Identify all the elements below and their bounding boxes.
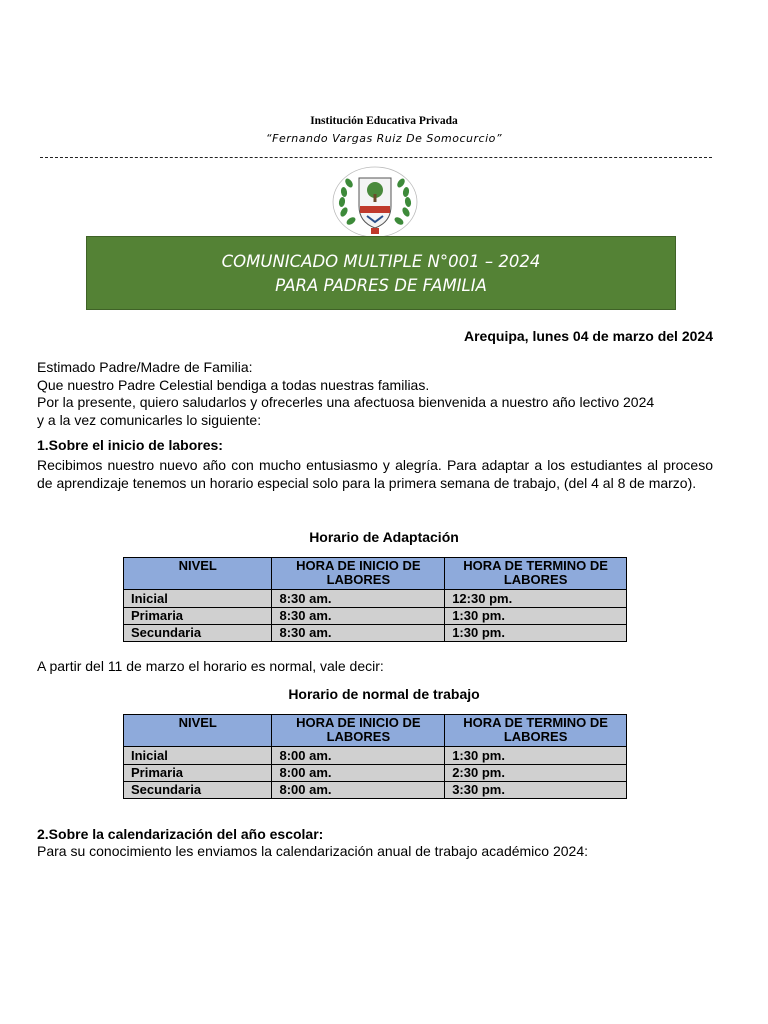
start-time-cell: 8:30 am. xyxy=(272,590,445,608)
start-time-cell: 8:30 am. xyxy=(272,608,445,625)
institution-type: Institución Educativa Privada xyxy=(310,115,458,127)
table-row xyxy=(124,608,627,625)
start-time-cell: 8:00 am. xyxy=(272,747,445,765)
normal-schedule-intro: A partir del 11 de marzo el horario es normal, vale decir: xyxy=(37,658,384,674)
greeting-line: Por la presente, quiero saludarlos y ofrecerles una afectuosa bienvenida a nuestro año lectivo 2024 xyxy=(37,394,655,410)
column-header: NIVEL xyxy=(124,715,272,747)
table-row xyxy=(124,747,627,765)
greeting-line: Que nuestro Padre Celestial bendiga a todas nuestras familias. xyxy=(37,376,430,393)
column-header: HORA DE TERMINO DE LABORES xyxy=(445,558,627,590)
section1-text: Recibimos nuestro nuevo año con mucho entusiasmo y alegría. Para adaptar a los estudiantes al proceso de aprendizaje tenemos un horario especial solo para la primera semana de trabajo, (del 4 al 8 de marzo). xyxy=(37,457,713,491)
level-cell: Primaria xyxy=(124,608,272,625)
start-time-cell: 8:00 am. xyxy=(272,782,445,799)
end-time-cell: 3:30 pm. xyxy=(445,782,627,799)
greeting-block xyxy=(37,359,713,429)
header-divider xyxy=(40,157,712,158)
normal-schedule-table xyxy=(123,714,627,799)
end-time-cell: 2:30 pm. xyxy=(445,765,627,782)
end-time-cell: 12:30 pm. xyxy=(445,590,627,608)
table-header-row xyxy=(124,558,627,590)
level-cell: Secundaria xyxy=(124,782,272,799)
section1-heading: 1.Sobre el inicio de labores: xyxy=(37,437,223,453)
level-cell: Secundaria xyxy=(124,625,272,642)
end-time-cell: 1:30 pm. xyxy=(445,625,627,642)
school-name: “Fernando Vargas Ruiz De Somocurcio” xyxy=(265,132,503,145)
column-header: NIVEL xyxy=(124,558,272,590)
banner-subtitle: PARA PADRES DE FAMILIA xyxy=(275,276,487,295)
start-time-cell: 8:00 am. xyxy=(272,765,445,782)
communique-banner xyxy=(86,236,676,310)
level-cell: Inicial xyxy=(124,590,272,608)
laurel-crest-icon xyxy=(331,166,419,238)
greeting-line: Estimado Padre/Madre de Familia: xyxy=(37,359,253,375)
section2-heading: 2.Sobre la calendarización del año escolar: xyxy=(37,826,324,842)
banner-title: COMUNICADO MULTIPLE N°001 – 2024 xyxy=(221,252,541,271)
end-time-cell: 1:30 pm. xyxy=(445,747,627,765)
section2-text: Para su conocimiento les enviamos la calendarización anual de trabajo académico 2024: xyxy=(37,843,588,859)
table2-title: Horario de normal de trabajo xyxy=(288,686,480,702)
school-crest-logo xyxy=(331,166,419,238)
column-header: HORA DE INICIO DE LABORES xyxy=(272,558,445,590)
table-row xyxy=(124,782,627,799)
document-date: Arequipa, lunes 04 de marzo del 2024 xyxy=(464,328,713,344)
adaptation-schedule-table xyxy=(123,557,627,642)
table-row xyxy=(124,765,627,782)
table1-title: Horario de Adaptación xyxy=(309,529,459,545)
column-header: HORA DE INICIO DE LABORES xyxy=(272,715,445,747)
end-time-cell: 1:30 pm. xyxy=(445,608,627,625)
column-header: HORA DE TERMINO DE LABORES xyxy=(445,715,627,747)
table-header-row xyxy=(124,715,627,747)
table-row xyxy=(124,625,627,642)
start-time-cell: 8:30 am. xyxy=(272,625,445,642)
greeting-line: y a la vez comunicarles lo siguiente: xyxy=(37,411,262,428)
level-cell: Inicial xyxy=(124,747,272,765)
level-cell: Primaria xyxy=(124,765,272,782)
table-row xyxy=(124,590,627,608)
